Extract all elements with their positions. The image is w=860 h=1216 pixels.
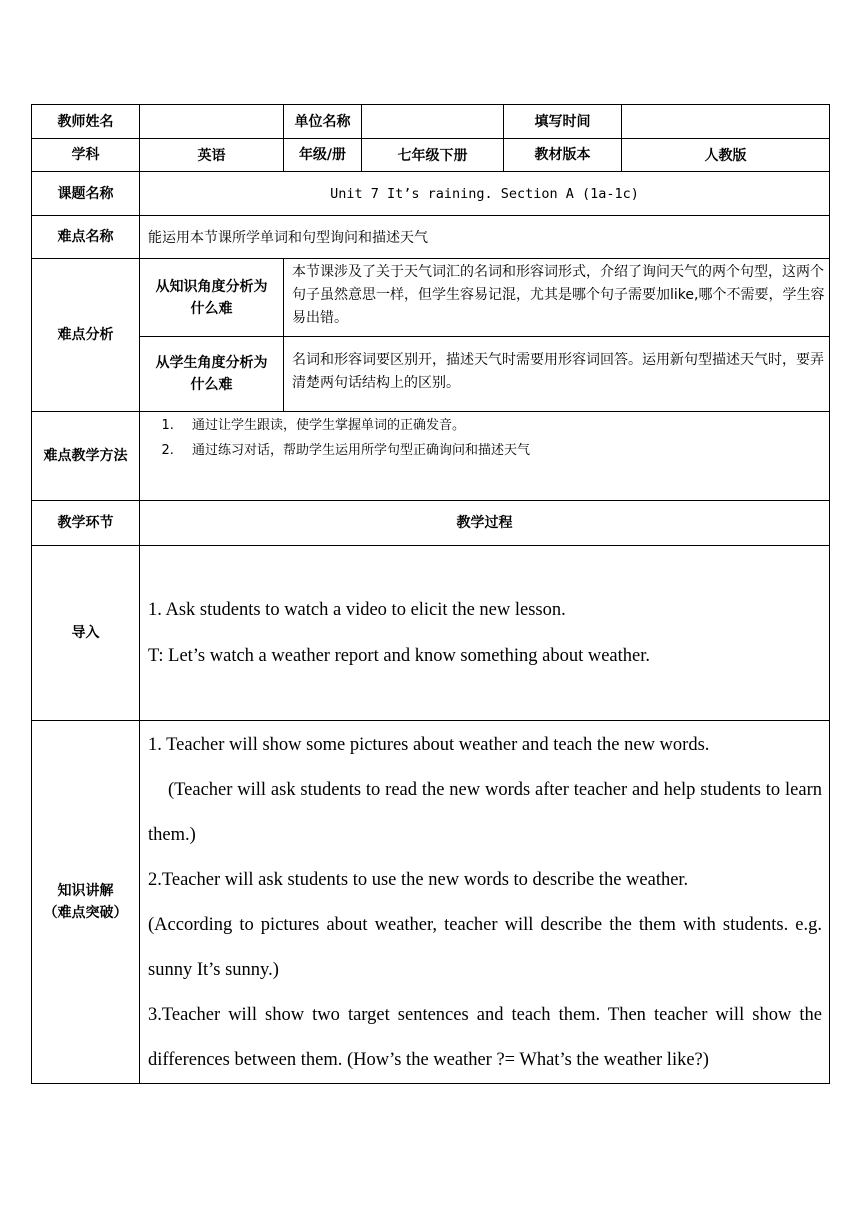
methods-label: 难点教学方法	[32, 412, 140, 501]
teacher-name-value	[140, 105, 284, 139]
methods-item: 2. 通过练习对话，帮助学生运用所学句型正确询问和描述天气	[178, 438, 829, 463]
knowledge-label-line-1: 知识讲解	[57, 883, 114, 899]
subject-value: 英语	[140, 139, 284, 172]
edition-value: 人教版	[622, 139, 830, 172]
methods-item: 1. 通过让学生跟读，使学生掌握单词的正确发音。	[178, 413, 829, 438]
intro-content	[140, 546, 830, 721]
row-intro	[32, 546, 830, 721]
row-process-header	[32, 501, 830, 546]
knowledge-angle-label: 从知识角度分析为什么难	[140, 259, 284, 337]
fill-time-label: 填写时间	[504, 105, 622, 139]
knowledge-line: 2.Teacher will ask students to use the new words to describe the weather.	[148, 870, 689, 890]
knowledge-content	[140, 721, 830, 1084]
unit-label: 单位名称	[284, 105, 362, 139]
row-analysis-student	[32, 337, 830, 412]
intro-line: 1. Ask students to watch a video to elicit the new lesson.	[148, 600, 566, 620]
difficulty-value: 能运用本节课所学单词和句型询问和描述天气	[140, 216, 830, 259]
knowledge-label-line-2: （难点突破）	[43, 905, 128, 921]
fill-time-value	[622, 105, 830, 139]
knowledge-angle-text: 本节课涉及了关于天气词汇的名词和形容词形式，介绍了询问天气的两个句型，这两个句子虽然意思一样，但学生容易记混，尤其是哪个句子需要加like,哪个不需要，学生容易出错。	[284, 259, 830, 337]
methods-cell	[140, 412, 830, 501]
knowledge-line: (According to pictures about weather, teacher will describe the them with students. e.g. sunny It’s sunny.)	[148, 915, 822, 980]
student-angle-label: 从学生角度分析为什么难	[140, 337, 284, 412]
grade-value: 七年级下册	[362, 139, 504, 172]
difficulty-label: 难点名称	[32, 216, 140, 259]
knowledge-line: 3.Teacher will show two target sentences and teach them. Then teacher will show the differences between them. (How’s the weather ?= What’s the weather like?)	[148, 1005, 822, 1070]
row-difficulty	[32, 216, 830, 259]
lesson-title-label: 课题名称	[32, 172, 140, 216]
row-subject-info	[32, 139, 830, 172]
knowledge-line: (Teacher will ask students to read the new words after teacher and help students to learn them.)	[148, 780, 822, 845]
lesson-title-value: Unit 7 It’s raining. Section A (1a-1c)	[140, 172, 830, 216]
subject-label: 学科	[32, 139, 140, 172]
intro-line: T: Let’s watch a weather report and know something about weather.	[148, 646, 651, 666]
methods-list	[140, 413, 829, 463]
process-header: 教学过程	[140, 501, 830, 546]
unit-value	[362, 105, 504, 139]
row-lesson-title	[32, 172, 830, 216]
stage-header: 教学环节	[32, 501, 140, 546]
knowledge-label	[32, 721, 140, 1084]
row-knowledge	[32, 721, 830, 1084]
intro-label: 导入	[32, 546, 140, 721]
lesson-plan-table	[31, 104, 830, 1084]
analysis-label: 难点分析	[32, 259, 140, 412]
edition-label: 教材版本	[504, 139, 622, 172]
row-methods	[32, 412, 830, 501]
teacher-name-label: 教师姓名	[32, 105, 140, 139]
knowledge-line: 1. Teacher will show some pictures about weather and teach the new words.	[148, 735, 710, 755]
grade-label: 年级/册	[284, 139, 362, 172]
row-teacher-info	[32, 105, 830, 139]
student-angle-text: 名词和形容词要区别开，描述天气时需要用形容词回答。运用新句型描述天气时，要弄清楚两句话结构上的区别。	[284, 337, 830, 412]
row-analysis-knowledge	[32, 259, 830, 337]
